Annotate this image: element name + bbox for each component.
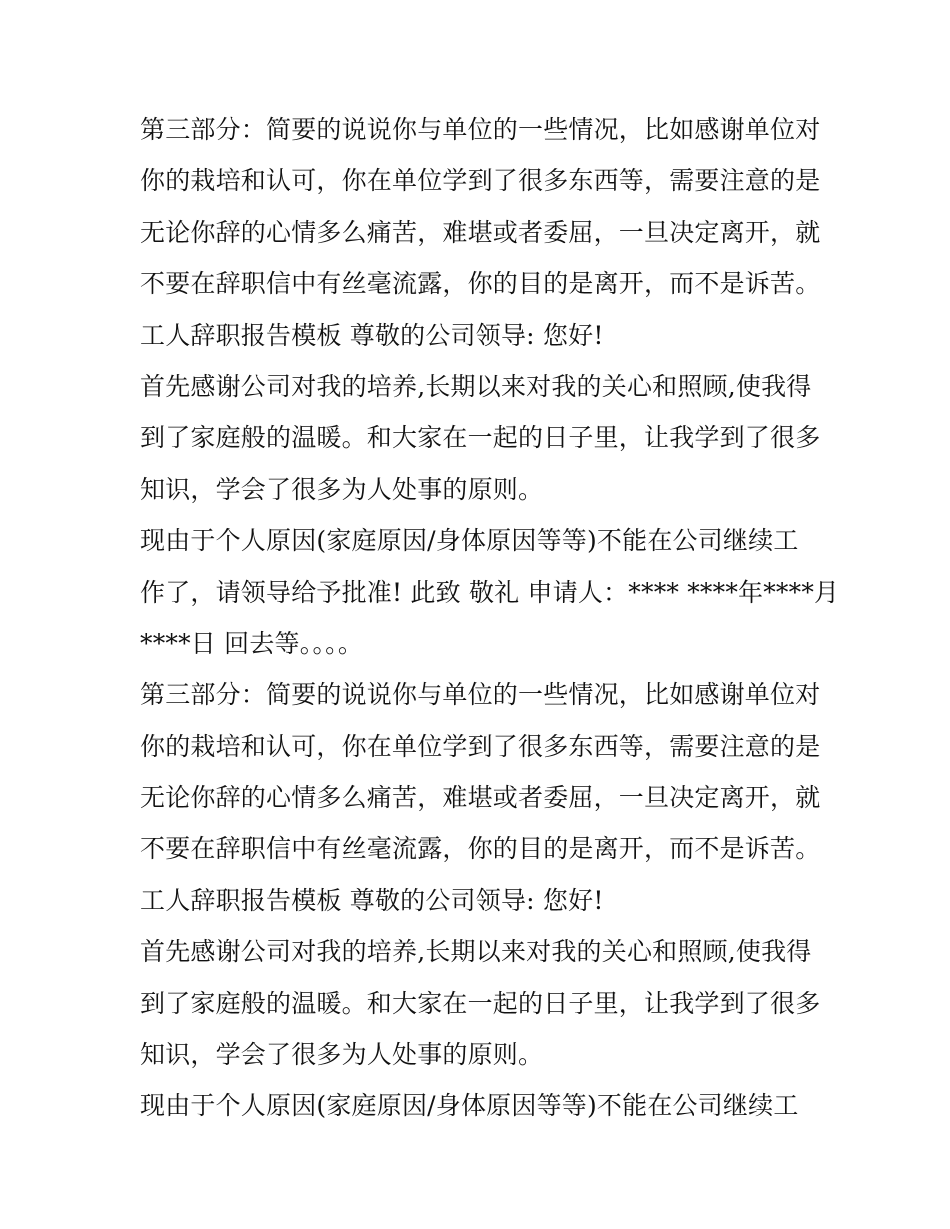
text-line: 到了家庭般的温暖。和大家在一起的日子里，让我学到了很多 [140,423,821,453]
text-line: 首先感谢公司对我的培养,长期以来对我的关心和照顾,使我得 [140,937,812,967]
text-line: ****日 回去等。。。。 [140,628,364,658]
text-line: 知识，学会了很多为人处事的原则。 [140,1040,544,1070]
text-line: 第三部分：简要的说说你与单位的一些情况，比如感谢单位对 [140,115,821,144]
text-line: 工人辞职报告模板 尊敬的公司领导: 您好! [140,885,604,915]
text-line: 你的栽培和认可，你在单位学到了很多东西等，需要注意的是 [140,166,821,196]
text-line: 无论你辞的心情多么痛苦，难堪或者委屈，一旦决定离开，就 [140,783,821,813]
text-line: 无论你辞的心情多么痛苦，难堪或者委屈，一旦决定离开，就 [140,217,821,247]
text-line: 现由于个人原因(家庭原因/身体原因等等)不能在公司继续工 [140,526,799,556]
text-line: 知识，学会了很多为人处事的原则。 [140,474,544,504]
text-line: 工人辞职报告模板 尊敬的公司领导: 您好! [140,320,604,350]
text-line: 作了，请领导给予批准! 此致 敬礼 申请人：**** ****年****月 [140,577,840,607]
text-line: 现由于个人原因(家庭原因/身体原因等等)不能在公司继续工 [140,1091,799,1121]
text-line: 第三部分：简要的说说你与单位的一些情况，比如感谢单位对 [140,680,821,710]
text-line: 你的栽培和认可，你在单位学到了很多东西等，需要注意的是 [140,731,821,761]
text-line: 不要在辞职信中有丝毫流露，你的目的是离开，而不是诉苦。 [140,834,821,864]
document-body [140,104,840,1132]
text-line: 不要在辞职信中有丝毫流露，你的目的是离开，而不是诉苦。 [140,269,821,299]
text-line: 到了家庭般的温暖。和大家在一起的日子里，让我学到了很多 [140,988,821,1018]
text-line: 首先感谢公司对我的培养,长期以来对我的关心和照顾,使我得 [140,371,812,401]
